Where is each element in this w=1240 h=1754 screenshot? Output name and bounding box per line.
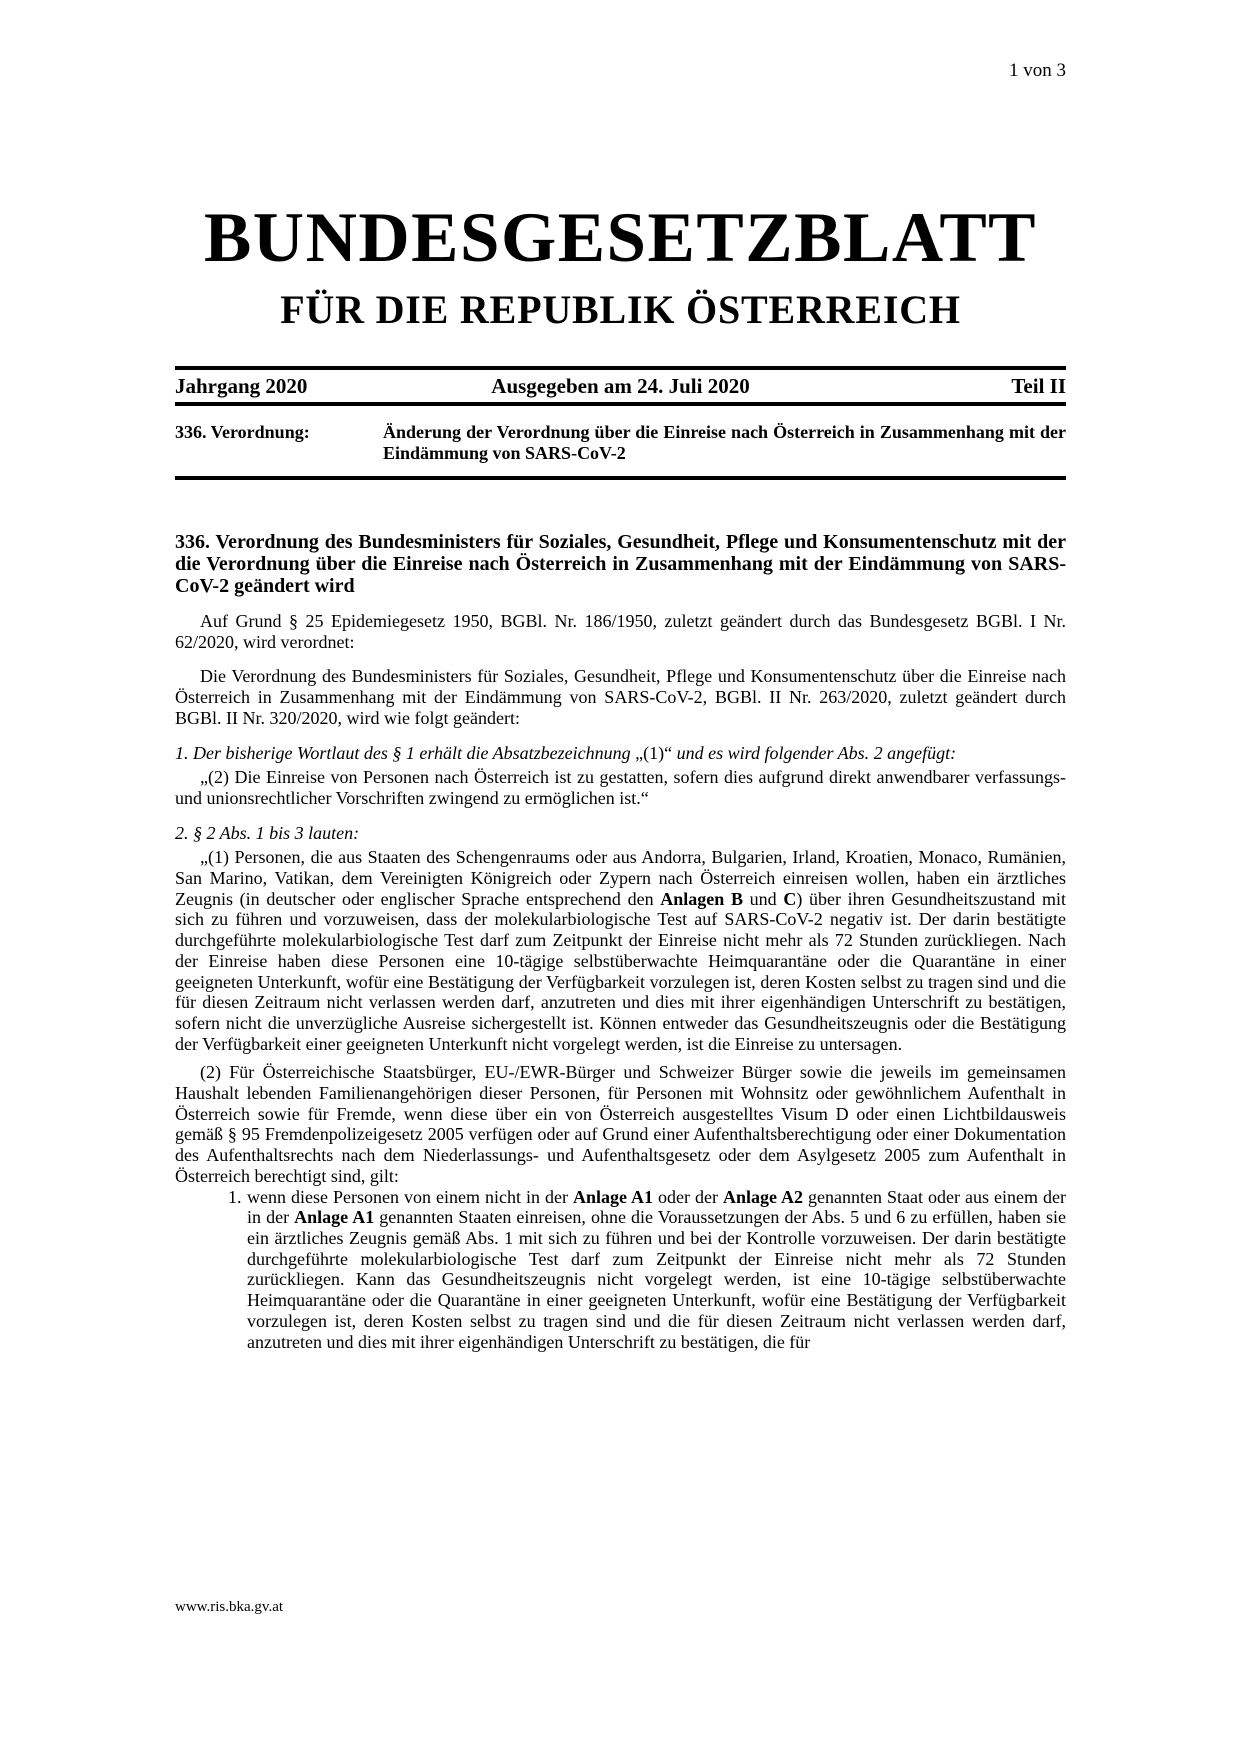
gazette-title: BUNDESGESETZBLATT xyxy=(203,199,1038,277)
item1-text-b: oder der xyxy=(653,1186,724,1207)
page-number: 1 von 3 xyxy=(1009,60,1066,81)
list-item xyxy=(175,1187,1066,1353)
para1-text-c: ) über ihren Gesundheitszustand mit sich zu führen und vorzuweisen, dass der molekularbiologische Test auf SARS-CoV-2 negativ ist. Der darin bestätigte durchgeführte molekularbiologische Test darf zum Zeitpunkt der Einreise nicht mehr als 72 Stunden zurückliegen. Nach der Einreise haben diese Personen eine 10-tägige selbstüberwachte Heimquarantäne oder die Quarantäne in einer geeigneten Unterkunft, wofür eine Bestätigung der Verfügbarkeit vorzulegen ist, deren Kosten selbst zu tragen sind und die für diesen Zeitraum nicht verlassen werden darf, anzutreten und dies mit ihrer eigenhändigen Unterschrift zu bestätigen, sofern nicht die unverzügliche Ausreise sichergestellt ist. Können entweder das Gesundheitszeugnis oder die Bestätigung der Verfügbarkeit einer geeigneten Unterkunft nicht vorgelegt werden, ist die Einreise zu untersagen. xyxy=(175,888,1066,1054)
amendment-1-instruction xyxy=(175,743,1066,764)
gazette-subtitle: FÜR DIE REPUBLIK ÖSTERREICH xyxy=(280,287,961,332)
item1-bold-anlage-a1-second: Anlage A1 xyxy=(294,1207,375,1228)
item1-text-c: genannten Staat oder aus einem der in der xyxy=(247,1186,1066,1228)
item1-bold-anlage-a1: Anlage A1 xyxy=(573,1186,654,1207)
amendment-2-paragraph-2: (2) Für Österreichische Staatsbürger, EU-/EWR-Bürger und Schweizer Bürger sowie die jeweils im gemeinsamen Haushalt lebenden Familienangehörigen dieser Personen, für Personen mit Wohnsitz oder gewöhnlichem Aufenthalt in Österreich sowie für Fremde, wenn diese über ein von Österreich ausgestelltes Visum D oder einen Lichtbildausweis gemäß § 95 Fremdenpolizeigesetz 2005 verfügen oder auf Grund einer Aufenthaltsberechtigung oder einer Dokumentation des Aufenthaltsrechts nach dem Niederlassungs- und Aufenthaltsgesetz oder dem Asylgesetz 2005 zum Aufenthalt in Österreich berechtigt sind, gilt: xyxy=(175,1062,1066,1186)
para1-bold-anlagen-b: Anlagen B xyxy=(660,888,743,909)
para1-text-b: und xyxy=(742,888,784,909)
ordinance-content xyxy=(175,531,1066,1352)
issue-part: Teil II xyxy=(1011,374,1066,398)
divider-bottom xyxy=(175,476,1066,480)
amendment-1-instruction-a: 1. Der bisherige Wortlaut des § 1 erhält die Absatzbezeichnung xyxy=(175,742,636,763)
summary-label: 336. Verordnung: xyxy=(175,422,310,442)
amendment-2-paragraph-1 xyxy=(175,847,1066,1054)
amendment-1-text: „(2) Die Einreise von Personen nach Österreich ist zu gestatten, sofern dies aufgrund direkt anwendbarer verfassungs- und unionsrechtlicher Vorschriften zwingend zu ermöglichen ist.“ xyxy=(175,767,1066,808)
summary-text: Änderung der Verordnung über die Einreise nach Österreich in Zusammenhang mit der Eindämmung von SARS-CoV-2 xyxy=(383,422,1066,463)
divider-top xyxy=(175,366,1066,370)
ordinance-heading: 336. Verordnung des Bundesministers für Soziales, Gesundheit, Pflege und Konsumentenschutz mit der die Verordnung über die Einreise nach Österreich in Zusammenhang mit der Eindämmung von SARS-CoV-2 geändert wird xyxy=(175,531,1066,597)
footer-url[interactable]: www.ris.bka.gv.at xyxy=(175,1599,284,1615)
para1-text-a: „(1) Personen, die aus Staaten des Schengenraums oder aus Andorra, Bulgarien, Irland, Kroatien, Monaco, Rumänien, San Marino, Vatikan, dem Vereinigten Königreich oder Zypern nach Österreich einreisen wollen, haben ein ärztliches Zeugnis (in deutscher oder englischer Sprache entsprechend den xyxy=(175,847,1066,909)
item1-text-a: wenn diese Personen von einem nicht in der xyxy=(247,1186,573,1207)
issue-info-row xyxy=(175,372,1066,400)
list-item-marker: 1. xyxy=(228,1186,242,1207)
divider-middle xyxy=(175,402,1066,406)
issue-date: Ausgegeben am 24. Juli 2020 xyxy=(491,374,750,398)
amendment-1-instruction-b: und es wird folgender Abs. 2 angefügt: xyxy=(672,742,957,763)
intro-paragraph: Die Verordnung des Bundesministers für Soziales, Gesundheit, Pflege und Konsumentenschutz über die Einreise nach Österreich in Zusammenhang mit der Eindämmung von SARS-CoV-2, BGBl. II Nr. 263/2020, zuletzt geändert durch BGBl. II Nr. 320/2020, wird wie folgt geändert: xyxy=(175,666,1066,728)
amendment-2-instruction: 2. § 2 Abs. 1 bis 3 lauten: xyxy=(175,822,360,843)
item1-text-d: genannten Staaten einreisen, ohne die Voraussetzungen der Abs. 5 und 6 zu erfüllen, haben sie ein ärztliches Zeugnis gemäß Abs. 1 mit sich zu führen und bei der Kontrolle vorzuweisen. Der darin bestätigte durchgeführte molekularbiologische Test darf zum Zeitpunkt der Einreise nicht mehr als 72 Stunden zurückliegen. Kann das Gesundheitszeugnis nicht vorgelegt werden, ist eine 10-tägige selbstüberwachte Heimquarantäne oder die Quarantäne in einer geeigneten Unterkunft, wofür eine Bestätigung der Verfügbarkeit vorzulegen ist, deren Kosten selbst zu tragen sind und die für diesen Zeitraum nicht verlassen werden darf, anzutreten und dies mit ihrer eigenhändigen Unterschrift zu bestätigen, die für xyxy=(247,1207,1067,1352)
preamble-paragraph: Auf Grund § 25 Epidemiegesetz 1950, BGBl. Nr. 186/1950, zuletzt geändert durch das Bundesgesetz BGBl. I Nr. 62/2020, wird verordnet: xyxy=(175,611,1066,652)
issue-year: Jahrgang 2020 xyxy=(175,374,308,398)
item1-bold-anlage-a2: Anlage A2 xyxy=(723,1186,804,1207)
amendment-1-instruction-quote: „(1)“ xyxy=(635,742,673,763)
para1-bold-c: C xyxy=(783,888,797,909)
